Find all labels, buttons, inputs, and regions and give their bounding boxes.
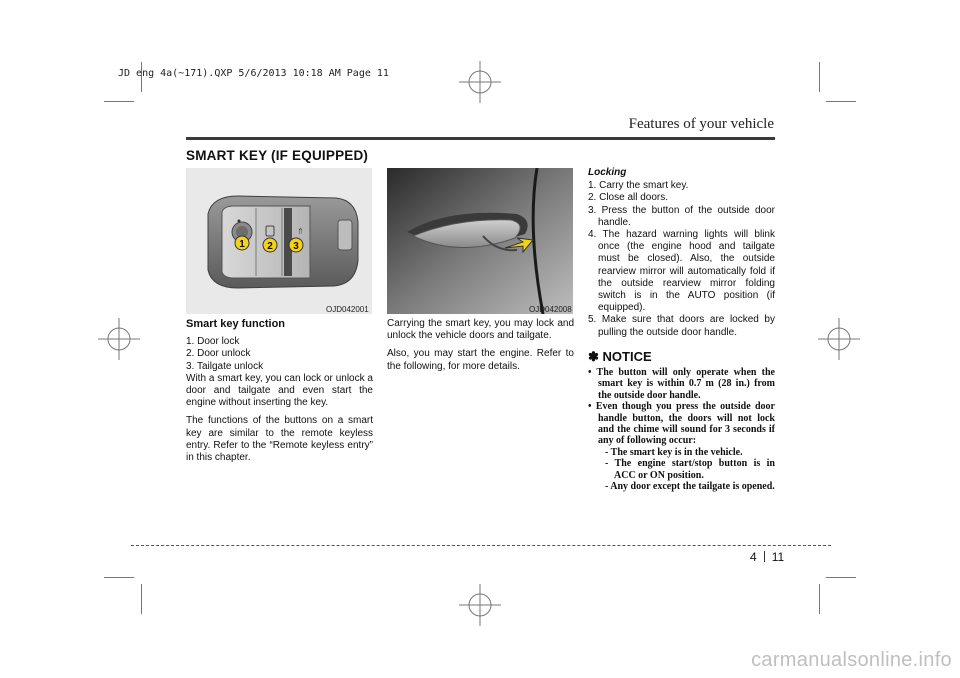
list-item: 2. Door unlock — [186, 348, 251, 360]
svg-text:⇑: ⇑ — [297, 227, 304, 236]
smart-key-function-heading: Smart key function — [186, 318, 286, 330]
list-item: 3. Press the button of the outside door handle. — [588, 204, 775, 228]
crop-mark — [104, 101, 134, 102]
crop-mark — [819, 62, 820, 92]
page-number — [750, 550, 784, 564]
smart-key-icon — [186, 168, 372, 314]
notice-title: NOTICE — [602, 348, 652, 364]
footer-rule — [131, 545, 831, 546]
crop-mark — [819, 584, 820, 614]
badge-2-label: 2 — [267, 241, 273, 252]
list-item: 2. Close all doors. — [588, 192, 669, 204]
crop-mark — [141, 584, 142, 614]
page-header-title: Features of your vehicle — [628, 116, 774, 132]
paragraph: Carrying the smart key, you may lock and unlock the vehicle doors and tailgate. — [387, 318, 574, 342]
crop-mark — [826, 101, 856, 102]
notice-heading — [588, 348, 775, 364]
column-2 — [387, 318, 574, 379]
watermark: carmanualsonline.info — [751, 649, 952, 671]
column-1 — [186, 318, 373, 470]
list-item: 1. Carry the smart key. — [588, 180, 689, 192]
page-number-separator — [764, 551, 765, 562]
registration-mark-icon — [818, 318, 860, 360]
column-3 — [588, 167, 775, 493]
notice-item: • The button will only operate when the smart key is within 0.7 m (28 in.) from the outside door handle. — [588, 367, 775, 401]
notice-body — [588, 367, 775, 492]
list-item: 5. Make sure that doors are locked by pulling the outside door handle. — [588, 314, 775, 338]
registration-mark-icon — [459, 584, 501, 626]
crop-mark — [104, 577, 134, 578]
paragraph: Also, you may start the engine. Refer to the following, for more details. — [387, 348, 574, 372]
notice-subitem: - The engine start/stop button is in ACC or ON position. — [605, 458, 775, 481]
figure-code-key: OJD042001 — [326, 305, 369, 314]
notice-item: • Even though you press the outside door handle button, the doors will not lock and the chime will sound for 3 seconds if any of following occur: — [588, 401, 775, 447]
locking-heading: Locking — [588, 167, 627, 178]
registration-mark-icon — [98, 318, 140, 360]
page-index: 11 — [771, 550, 785, 564]
header-rule — [186, 137, 775, 140]
figure-code-door: OJD042008 — [529, 305, 572, 314]
section-title: SMART KEY (IF EQUIPPED) — [186, 148, 369, 163]
door-handle-figure — [387, 168, 573, 314]
list-item: 4. The hazard warning lights will blink once (the engine hood and tailgate must be closed). Also, the outside rearview mirror will automatically fold if the outside rearview mirror folding switch is in the AUTO position (if equipped). — [588, 229, 775, 314]
list-item: 3. Tailgate unlock — [186, 360, 264, 372]
paragraph: The functions of the buttons on a smart key are similar to the remote keyless entry. Refer to the “Remote keyless entry” in this chapter. — [186, 415, 373, 464]
badge-3-label: 3 — [293, 241, 299, 252]
notice-star-icon: ✽ — [588, 348, 599, 364]
paragraph: With a smart key, you can lock or unlock a door and tailgate and even start the engine without inserting the key. — [186, 372, 373, 409]
chapter-number: 4 — [750, 550, 757, 564]
notice-subitem: - Any door except the tailgate is opened. — [605, 481, 775, 493]
registration-mark-icon — [459, 61, 501, 103]
list-item: 1. Door lock — [186, 336, 240, 348]
smart-key-figure — [186, 168, 372, 314]
door-handle-icon — [387, 168, 573, 314]
badge-1-label: 1 — [239, 239, 245, 250]
crop-mark — [826, 577, 856, 578]
notice-subitem: - The smart key is in the vehicle. — [605, 446, 743, 458]
print-slug: JD eng 4a(~171).QXP 5/6/2013 10:18 AM Page 11 — [118, 68, 389, 79]
